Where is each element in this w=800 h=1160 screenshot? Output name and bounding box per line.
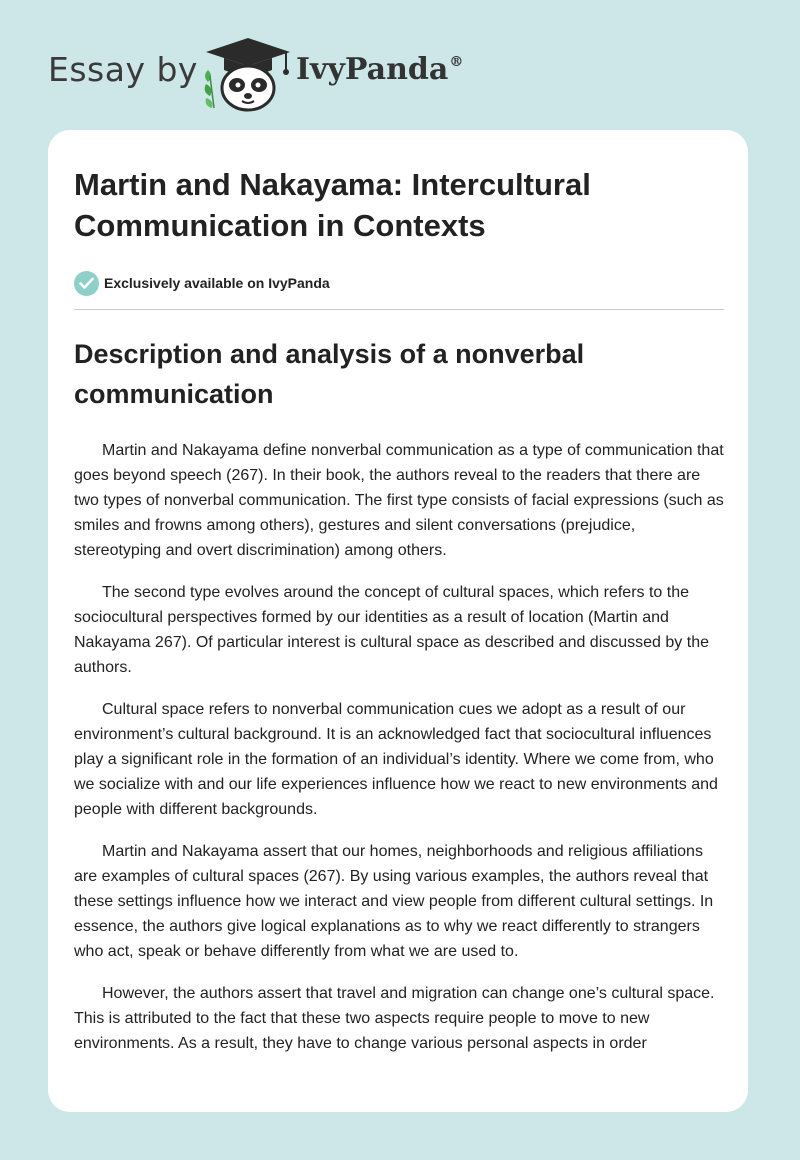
exclusive-badge [74, 270, 724, 296]
divider [74, 309, 724, 310]
essay-title: Martin and Nakayama: Intercultural Communication in Contexts [74, 167, 591, 243]
panda-logo-icon[interactable] [198, 36, 298, 112]
essay-by-label: Essay by [48, 50, 198, 89]
essay-content [74, 164, 724, 1073]
paragraph: Martin and Nakayama assert that our homes, neighborhoods and religious affiliations are examples of cultural spaces (267). By using various examples, the authors reveal that these settings influence how we interact and view people from different cultural settings. In essence, the authors give logical explanations as to why we react differently to strangers who act, speak or behave differently from what we are used to. [74, 843, 714, 960]
paragraph: Cultural space refers to nonverbal communication cues we adopt as a result of our environment’s cultural background. It is an acknowledged fact that sociocultural influences play a significant role in the formation of an individual’s identity. Where we come from, who we socialize with and our life experiences influence how we react to new environments and people with different backgrounds. [74, 701, 718, 818]
exclusive-badge-label: Exclusively available on IvyPanda [104, 275, 330, 291]
check-icon [74, 271, 99, 296]
brand-name[interactable] [296, 52, 463, 87]
essay-card [48, 130, 748, 1112]
paragraph: Martin and Nakayama define nonverbal communication as a type of communication that goes beyond speech (267). In their book, the authors reveal to the readers that there are two types of nonverbal communication. The first type consists of facial expressions (such as smiles and frowns among others), gestures and silent conversations (prejudice, stereotyping and overt discrimination) among others. [74, 442, 724, 559]
essay-body [74, 438, 724, 1056]
registered-mark: ® [449, 54, 464, 70]
brand-label: IvyPanda [296, 52, 449, 87]
paragraph: However, the authors assert that travel and migration can change one’s cultural space. This is attributed to the fact that these two aspects require people to move to new environments. As a result, they have to change various personal aspects in order [74, 985, 715, 1052]
section-heading: Description and analysis of a nonverbal communication [74, 339, 585, 409]
paragraph: The second type evolves around the concept of cultural spaces, which refers to the sociocultural perspectives formed by our identities as a result of location (Martin and Nakayama 267). Of particular interest is cultural space as described and discussed by the authors. [74, 584, 709, 676]
site-header [0, 0, 800, 130]
